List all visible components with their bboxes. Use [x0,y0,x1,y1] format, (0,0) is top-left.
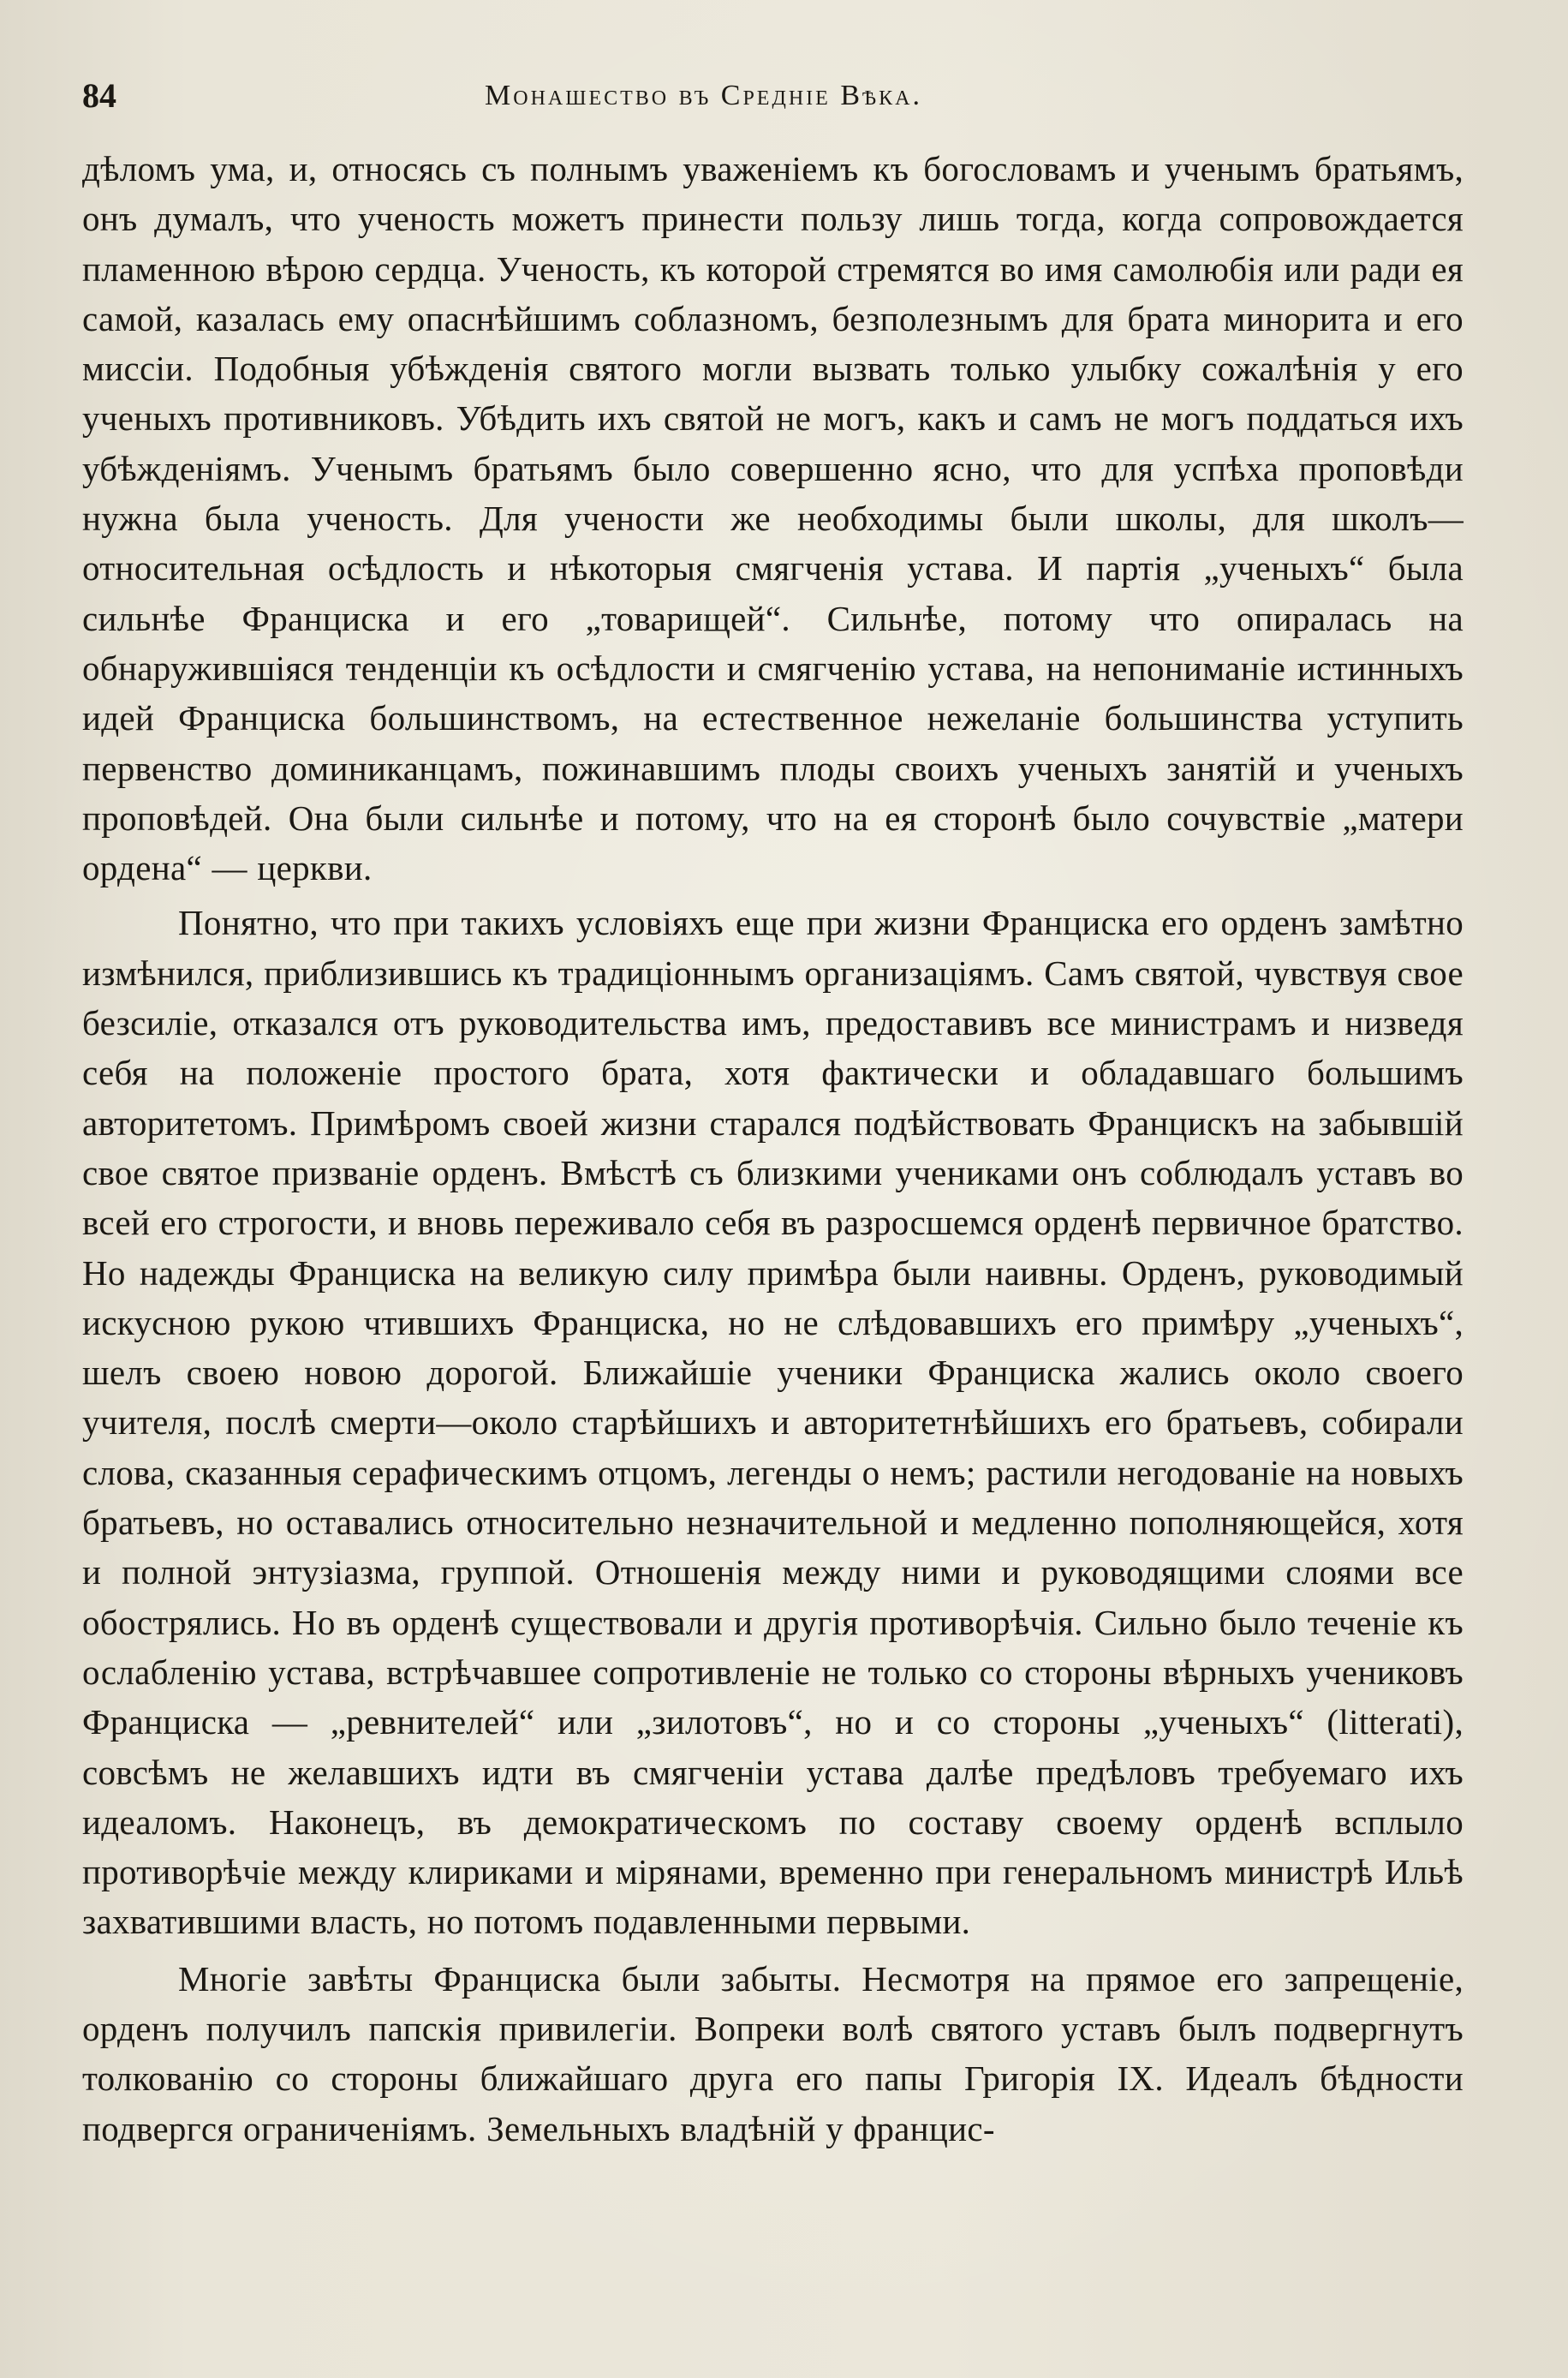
body-text [82,144,1464,2154]
page-number: 84 [82,76,116,115]
page-header [82,70,1464,122]
paragraph-2: Понятно, что при такихъ условіяхъ еще при жизни Франциска его орденъ замѣтно измѣнился, приблизившись къ традиціоннымъ организаціямъ. Самъ святой, чувствуя свое безсиліе, отказался отъ руководительства имъ, предоставивъ все министрамъ и низведя себя на положеніе простого брата, хотя фактически и обладавшаго большимъ авторитетомъ. Примѣромъ своей жизни старался подѣйствовать Францискъ на забывшій свое святое призваніе орденъ. Вмѣстѣ съ близкими учениками онъ соблюдалъ уставъ во всей его строгости, и вновь переживало себя въ разросшемся орденѣ первичное братство. Но надежды Франциска на великую силу примѣра были наивны. Орденъ, руководимый искусною рукою чтившихъ Франциска, но не слѣдовавшихъ его примѣру „ученыхъ“, шелъ своею новою дорогой. Ближайшіе ученики Франциска жались около своего учителя, послѣ смерти—около старѣйшихъ и авторитетнѣйшихъ его братьевъ, собирали слова, сказанныя серафическимъ отцомъ, легенды о немъ; растили негодованіе на новыхъ братьевъ, но оставались относительно незначительной и медленно пополняющейся, хотя и полной энтузіазма, группой. Отношенія между ними и руководящими слоями все обострялись. Но въ орденѣ существовали и другія противорѣчія. Сильно было теченіе къ ослабленію устава, встрѣчавшее сопротивленіе не только со стороны вѣрныхъ учениковъ Франциска — „ревнителей“ или „зилотовъ“, но и со стороны „ученыхъ“ (litterati), совсѣмъ не желавшихъ идти въ смягченіи устава далѣе предѣловъ требуемаго ихъ идеаломъ. Наконецъ, въ демократическомъ по составу своему орденѣ всплыло противорѣчіе между клириками и мірянами, временно при генеральномъ министрѣ Ильѣ захватившими власть, но потомъ подавленными первыми. [82,903,1464,1942]
paragraph-1: дѣломъ ума, и, относясь съ полнымъ уваженіемъ къ богословамъ и ученымъ братьямъ, онъ думалъ, что ученость можетъ принести пользу лишь тогда, когда сопровождается пламенною вѣрою сердца. Ученость, къ которой стремятся во имя самолюбія или ради ея самой, казалась ему опаснѣйшимъ соблазномъ, безполезнымъ для брата минорита и его миссіи. Подобныя убѣжденія святого могли вызвать только улыбку сожалѣнія у его ученыхъ противниковъ. Убѣдить ихъ святой не могъ, какъ и самъ не могъ поддаться ихъ убѣжденіямъ. Ученымъ братьямъ было совершенно ясно, что для успѣха проповѣди нужна была ученость. Для учености же необходимы были школы, для школъ—относительная осѣдлость и нѣкоторыя смягченія устава. И партія „ученыхъ“ была сильнѣе Франциска и его „товарищей“. Сильнѣе, потому что опиралась на обнаружившіяся тенденціи къ осѣдлости и смягченію устава, на непониманіе истинныхъ идей Франциска большинствомъ, на естественное нежеланіе большинства уступить первенство доминиканцамъ, пожинавшимъ плоды своихъ ученыхъ занятій и ученыхъ проповѣдей. Она были сильнѣе и потому, что на ея сторонѣ было сочувствіе „матери ордена“ — церкви. [82,149,1464,888]
running-title: Монашество въ Средніе Вѣка. [485,80,922,111]
paragraph-3: Многіе завѣты Франциска были забыты. Несмотря на прямое его запрещеніе, орденъ получилъ папскія привилегіи. Вопреки волѣ святого уставъ былъ подвергнутъ толкованію со стороны ближайшаго друга его папы Григорія IX. Идеалъ бѣдности подвергся ограниченіямъ. Земельныхъ владѣній у францис- [82,1958,1464,2148]
